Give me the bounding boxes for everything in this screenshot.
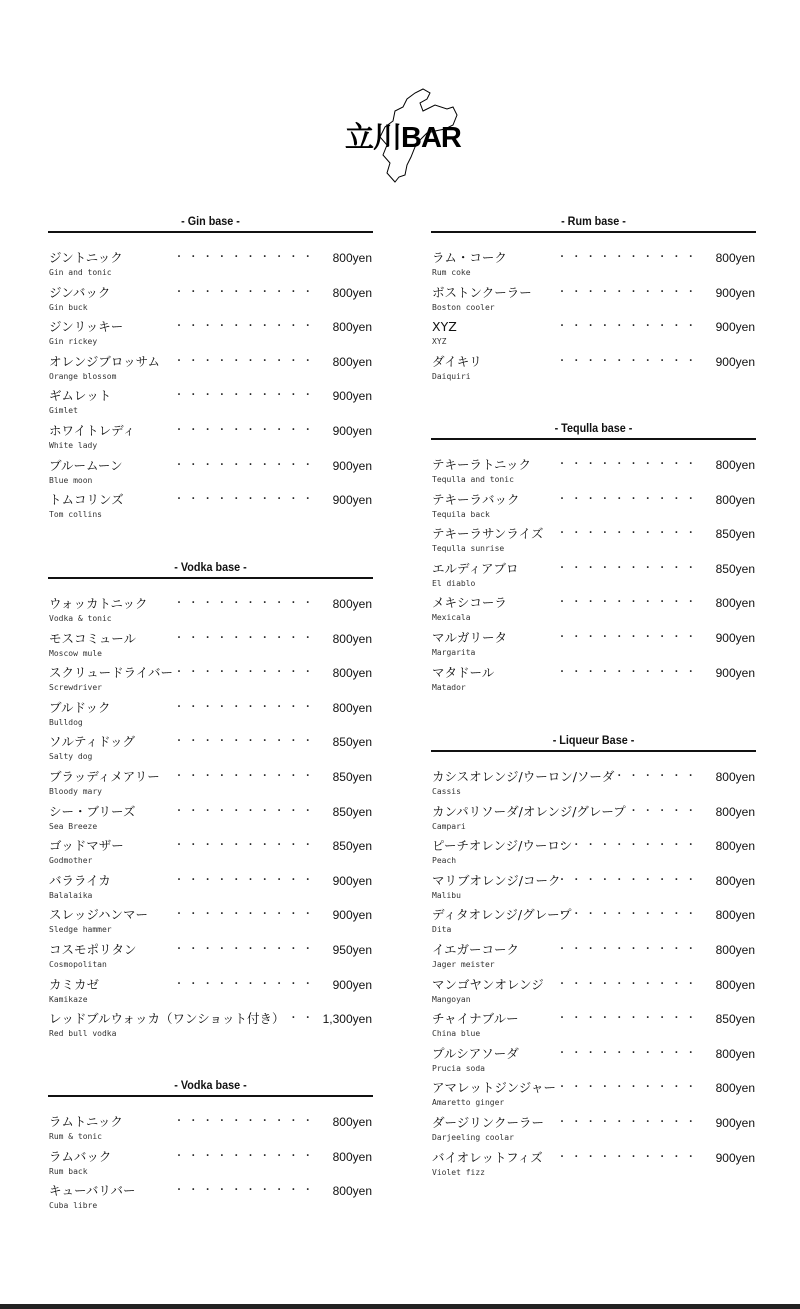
item-price: 800yen	[715, 908, 755, 923]
item-name: ゴッドマザー	[49, 838, 124, 854]
item-price: 1,300yen	[322, 1012, 372, 1027]
item-name: ギムレット	[49, 388, 112, 404]
item-price: 950yen	[332, 942, 372, 957]
section-title: - Liqueur Base -	[552, 733, 635, 747]
menu-item	[48, 977, 373, 1012]
item-english-name: Peach	[432, 856, 457, 866]
item-english-name: Dita	[432, 925, 452, 935]
item-name: マリブオレンジ/コーク	[432, 872, 561, 888]
dot-leader: ・・・・・	[628, 805, 700, 817]
item-english-name: Tequila back	[432, 509, 490, 519]
item-name: キューバリバー	[49, 1183, 136, 1199]
menu-item	[48, 423, 373, 458]
item-price: 800yen	[715, 873, 755, 888]
item-english-name: Gin and tonic	[49, 268, 112, 277]
item-english-name: XYZ	[432, 337, 447, 347]
item-english-name: Tequlla and tonic	[432, 475, 514, 484]
item-price: 800yen	[715, 1046, 755, 1061]
menu-item	[431, 1115, 756, 1150]
item-english-name: Tequlla sunrise	[432, 544, 505, 554]
item-name: ブルドック	[49, 699, 111, 715]
item-name: ラムトニック	[49, 1114, 123, 1129]
section-rule	[431, 750, 756, 752]
menu-item	[48, 354, 373, 389]
section-title: - Vodka base -	[174, 560, 247, 574]
item-name: マンゴヤンオレンジ	[432, 976, 544, 992]
item-english-name: Moscow mule	[49, 648, 102, 658]
dot-leader: ・・・・・・・・・・	[174, 286, 317, 298]
menu-item	[431, 630, 756, 665]
item-name: メキシコーラ	[432, 595, 507, 611]
item-price: 800yen	[715, 942, 755, 957]
menu-item	[431, 873, 756, 908]
menu-item	[48, 804, 373, 839]
item-price: 800yen	[715, 251, 755, 265]
item-price: 800yen	[715, 596, 755, 611]
menu-item	[431, 457, 756, 492]
menu-item	[431, 526, 756, 561]
dot-leader: ・・・・・・・・・・	[557, 978, 700, 990]
menu-item	[431, 285, 756, 320]
item-price: 800yen	[715, 492, 755, 507]
menu-item	[48, 1011, 373, 1046]
menu-item	[48, 319, 373, 354]
item-english-name: Amaretto ginger	[432, 1098, 505, 1108]
menu-item	[431, 354, 756, 389]
dot-leader: ・・・・・・・・・・	[557, 597, 700, 609]
item-name: XYZ	[432, 319, 457, 335]
menu-item	[431, 1011, 756, 1046]
item-english-name: Rum coke	[432, 268, 471, 277]
menu-item	[48, 734, 373, 769]
section-rule	[431, 438, 756, 440]
item-english-name: Rum & tonic	[49, 1132, 102, 1141]
item-price: 800yen	[332, 597, 372, 611]
item-price: 800yen	[715, 1081, 755, 1096]
item-english-name: Red bull vodka	[49, 1029, 117, 1039]
item-name: シー・ブリーズ	[49, 803, 136, 819]
item-english-name: China blue	[432, 1029, 481, 1039]
item-english-name: Balalaika	[49, 890, 93, 900]
item-english-name: Jager meister	[432, 959, 495, 969]
dot-leader: ・・・・・・・・・・	[174, 978, 317, 990]
menu-item	[431, 319, 756, 354]
item-price: 800yen	[332, 285, 372, 300]
item-price: 850yen	[715, 527, 755, 542]
menu-item	[431, 492, 756, 527]
dot-leader: ・・・・・・・・・・	[174, 252, 317, 263]
section-rule	[48, 231, 373, 233]
dot-leader: ・・・・・・・・・・	[557, 909, 700, 921]
item-name: モスコミュール	[49, 630, 137, 646]
item-english-name: Matador	[432, 682, 466, 692]
item-name: スクリュードライバー	[49, 665, 174, 681]
item-price: 900yen	[715, 1115, 755, 1130]
item-english-name: Bloody mary	[49, 786, 102, 796]
logo-text: 立川BAR	[345, 122, 461, 154]
dot-leader: ・・・・・・・・・・	[174, 424, 317, 436]
dot-leader: ・・・・・・・・・・	[557, 1013, 700, 1025]
item-name: ウォッカトニック	[49, 596, 148, 611]
item-list	[48, 250, 373, 527]
item-name: ジントニック	[49, 250, 123, 265]
menu-item	[431, 942, 756, 977]
item-english-name: Screwdriver	[49, 683, 102, 693]
dot-leader: ・・・・・・・・・・	[557, 1151, 700, 1163]
item-name: チャイナブルー	[432, 1011, 519, 1027]
dot-leader: ・・・・・・・・・・	[174, 1185, 317, 1197]
dot-leader: ・・・・・・・・・・	[557, 355, 700, 367]
item-name: トムコリンズ	[49, 492, 124, 508]
item-price: 800yen	[715, 770, 755, 784]
menu-item	[48, 838, 373, 873]
dot-leader: ・・・・・・・・・・	[174, 667, 317, 679]
item-price: 850yen	[715, 561, 755, 576]
item-name: ダージリンクーラー	[432, 1114, 545, 1130]
menu-item	[48, 631, 373, 666]
item-name: マルガリータ	[432, 629, 508, 645]
item-name: ブルームーン	[49, 457, 123, 473]
item-price: 800yen	[332, 251, 372, 265]
menu-item	[48, 596, 373, 631]
menu-item	[48, 942, 373, 977]
item-name: カシスオレンジ/ウーロン/ソーダ	[432, 769, 615, 784]
menu-item	[431, 907, 756, 942]
item-name: テキーラバック	[432, 491, 520, 507]
item-name: ラムバック	[49, 1148, 112, 1164]
dot-leader: ・・・・・・・・・・	[174, 355, 317, 367]
menu-section	[431, 213, 756, 388]
item-english-name: El diablo	[432, 578, 476, 588]
menu-item	[48, 1149, 373, 1184]
item-price: 850yen	[332, 735, 372, 750]
dot-leader: ・・・・・・・・・・	[557, 943, 700, 955]
dot-leader: ・・・・・・・・・・	[557, 562, 700, 574]
dot-leader: ・・・・・・・・・・	[174, 909, 317, 921]
menu-section	[431, 732, 756, 1184]
item-price: 800yen	[332, 320, 372, 335]
dot-leader: ・・・・・・・・・・	[557, 321, 700, 333]
item-price: 900yen	[715, 1150, 755, 1165]
item-name: イエガーコーク	[432, 941, 520, 957]
dot-leader: ・・・・・・・・・・	[557, 874, 700, 886]
item-english-name: Mexicala	[432, 613, 471, 623]
item-name: ディタオレンジ/グレープ	[432, 907, 572, 923]
dot-leader: ・・・・・・・・・・	[557, 631, 700, 643]
dot-leader: ・・・・・・・・・・	[557, 1047, 700, 1059]
item-price: 900yen	[332, 423, 372, 438]
section-rule	[48, 577, 373, 579]
item-name: オレンジブロッサム	[49, 353, 161, 369]
item-name: エルディアブロ	[432, 560, 519, 576]
dot-leader: ・・・・・・・・・・	[174, 321, 317, 333]
dot-leader: ・・	[288, 1013, 317, 1025]
item-english-name: Sledge hammer	[49, 925, 112, 935]
menu-section	[431, 420, 756, 699]
item-english-name: Margarita	[432, 647, 476, 657]
menu-item	[48, 285, 373, 320]
item-english-name: Cuba libre	[49, 1201, 98, 1211]
bar-logo	[335, 85, 475, 185]
item-price: 800yen	[715, 804, 755, 819]
menu-section	[48, 213, 373, 527]
section-title: - Gin base -	[181, 214, 240, 228]
dot-leader: ・・・・・・・・・・	[174, 805, 317, 817]
dot-leader: ・・・・・・・・・・	[557, 666, 700, 678]
dot-leader: ・・・・・・・・・・	[174, 632, 317, 644]
dot-leader: ・・・・・・・・・・	[174, 701, 317, 713]
item-price: 850yen	[332, 769, 372, 784]
menu-item	[48, 665, 373, 700]
item-english-name: Cosmopolitan	[49, 959, 107, 969]
menu-item	[431, 838, 756, 873]
item-name: テキーラサンライズ	[432, 526, 544, 542]
item-english-name: Kamikaze	[49, 994, 88, 1004]
menu-section	[48, 559, 373, 1046]
item-price: 800yen	[332, 1184, 372, 1199]
item-price: 850yen	[715, 1012, 755, 1027]
item-name: ピーチオレンジ/ウーロン	[432, 838, 573, 854]
item-price: 900yen	[332, 977, 372, 992]
dot-leader: ・・・・・・・・・・	[174, 494, 317, 506]
dot-leader: ・・・・・・・・・・	[557, 493, 700, 505]
item-english-name: Blue moon	[49, 475, 93, 485]
menu-item	[48, 388, 373, 423]
item-name: コスモポリタン	[49, 941, 137, 957]
item-english-name: Mangoyan	[432, 994, 471, 1004]
menu-item	[431, 1046, 756, 1081]
item-list	[431, 457, 756, 699]
dot-leader: ・・・・・・	[614, 771, 700, 782]
dot-leader: ・・・・・・・・・・	[557, 1116, 700, 1128]
menu-item	[431, 595, 756, 630]
menu-item	[431, 769, 756, 804]
dot-leader: ・・・・・・・・・・	[557, 459, 700, 470]
item-price: 900yen	[332, 493, 372, 508]
item-english-name: Gin rickey	[49, 337, 98, 347]
item-name: カミカゼ	[49, 976, 100, 992]
item-english-name: Boston cooler	[432, 302, 495, 312]
item-name: バイオレットフィズ	[432, 1149, 543, 1165]
item-price: 800yen	[332, 1149, 372, 1164]
menu-item	[48, 492, 373, 527]
dot-leader: ・・・・・・・・・・	[174, 874, 317, 886]
dot-leader: ・・・・・・・・・・	[557, 840, 700, 852]
item-english-name: Violet fizz	[432, 1167, 485, 1177]
item-name: マタドール	[432, 664, 495, 680]
section-rule	[48, 1095, 373, 1097]
menu-item	[431, 561, 756, 596]
menu-item	[431, 804, 756, 839]
item-english-name: Vodka & tonic	[49, 614, 112, 623]
item-english-name: Godmother	[49, 856, 93, 866]
menu-item	[48, 907, 373, 942]
item-english-name: White lady	[49, 440, 98, 450]
menu-item	[48, 700, 373, 735]
item-english-name: Gin buck	[49, 302, 88, 312]
item-price: 900yen	[715, 320, 755, 335]
item-english-name: Sea Breeze	[49, 821, 98, 831]
item-price: 800yen	[715, 977, 755, 992]
item-price: 800yen	[715, 458, 755, 472]
dot-leader: ・・・・・・・・・・	[174, 736, 317, 748]
menu-item	[48, 250, 373, 285]
dot-leader: ・・・・・・・・・・	[174, 459, 317, 471]
item-name: バラライカ	[49, 872, 111, 888]
dot-leader: ・・・・・・・・・・	[557, 528, 700, 540]
item-english-name: Rum back	[49, 1166, 88, 1176]
menu-item	[431, 250, 756, 285]
item-price: 800yen	[332, 666, 372, 681]
menu-item	[48, 1114, 373, 1149]
item-price: 850yen	[332, 804, 372, 819]
item-english-name: Malibu	[432, 890, 461, 900]
section-title: - Vodka base -	[174, 1078, 247, 1092]
item-english-name: Prucia soda	[432, 1063, 485, 1073]
section-rule	[431, 231, 756, 233]
dot-leader: ・・・・・・・・・・	[557, 286, 700, 298]
item-english-name: Orange blossom	[49, 371, 117, 381]
item-english-name: Daiquiri	[432, 371, 471, 381]
item-name: アマレットジンジャー	[432, 1080, 557, 1096]
item-name: ホワイトレディ	[49, 422, 136, 438]
dot-leader: ・・・・・・・・・・	[174, 1150, 317, 1162]
menu-item	[431, 1150, 756, 1185]
item-name: ダイキリ	[432, 353, 482, 369]
item-list	[48, 596, 373, 1046]
item-price: 900yen	[715, 630, 755, 645]
section-title: - Rum base -	[561, 214, 626, 228]
item-price: 850yen	[332, 839, 372, 854]
item-list	[431, 769, 756, 1184]
section-title: - Tequlla base -	[554, 421, 633, 435]
dot-leader: ・・・・・・・・・・	[557, 1082, 700, 1094]
item-english-name: Campari	[432, 821, 466, 831]
item-price: 800yen	[332, 1115, 372, 1129]
item-name: レッドブルウォッカ（ワンショット付き）	[49, 1011, 285, 1027]
item-english-name: Darjeeling coolar	[432, 1132, 514, 1142]
menu-item	[48, 873, 373, 908]
item-price: 900yen	[715, 665, 755, 680]
dot-leader: ・・・・・・・・・・	[174, 943, 317, 955]
item-price: 900yen	[332, 458, 372, 473]
menu-item	[48, 458, 373, 493]
dot-leader: ・・・・・・・・・・	[174, 598, 317, 609]
item-price: 800yen	[332, 631, 372, 646]
dot-leader: ・・・・・・・・・・	[174, 840, 317, 852]
item-name: ボストンクーラー	[432, 284, 532, 300]
menu-item	[48, 1183, 373, 1218]
item-name: スレッジハンマー	[49, 907, 149, 923]
item-english-name: Cassis	[432, 787, 461, 796]
menu-item	[48, 769, 373, 804]
item-name: ブラッディメアリー	[49, 768, 160, 784]
item-english-name: Bulldog	[49, 717, 83, 727]
item-english-name: Gimlet	[49, 406, 78, 416]
dot-leader: ・・・・・・・・・・	[174, 770, 317, 782]
bottom-border	[0, 1304, 800, 1309]
menu-item	[431, 977, 756, 1012]
item-price: 800yen	[715, 839, 755, 854]
item-list	[48, 1114, 373, 1218]
item-price: 900yen	[715, 285, 755, 300]
item-name: テキーラトニック	[432, 457, 532, 472]
dot-leader: ・・・・・・・・・・	[174, 1116, 317, 1127]
item-name: ラム・コーク	[432, 250, 507, 265]
item-price: 900yen	[332, 389, 372, 404]
item-name: プルシアソーダ	[432, 1045, 519, 1061]
item-name: ジンバック	[49, 284, 111, 300]
menu-item	[431, 1080, 756, 1115]
item-name: ジンリッキー	[49, 319, 124, 335]
item-english-name: Salty dog	[49, 752, 93, 762]
item-name: ソルティドッグ	[49, 734, 136, 750]
item-price: 800yen	[332, 700, 372, 715]
item-price: 900yen	[332, 908, 372, 923]
menu-item	[431, 665, 756, 700]
item-price: 900yen	[715, 354, 755, 369]
item-list	[431, 250, 756, 388]
dot-leader: ・・・・・・・・・・	[174, 390, 317, 402]
item-price: 800yen	[332, 354, 372, 369]
item-english-name: Tom collins	[49, 510, 102, 520]
menu-section	[48, 1077, 373, 1218]
item-name: カンパリソーダ/オレンジ/グレープ	[432, 803, 626, 819]
item-price: 900yen	[332, 873, 372, 888]
dot-leader: ・・・・・・・・・・	[557, 252, 700, 263]
